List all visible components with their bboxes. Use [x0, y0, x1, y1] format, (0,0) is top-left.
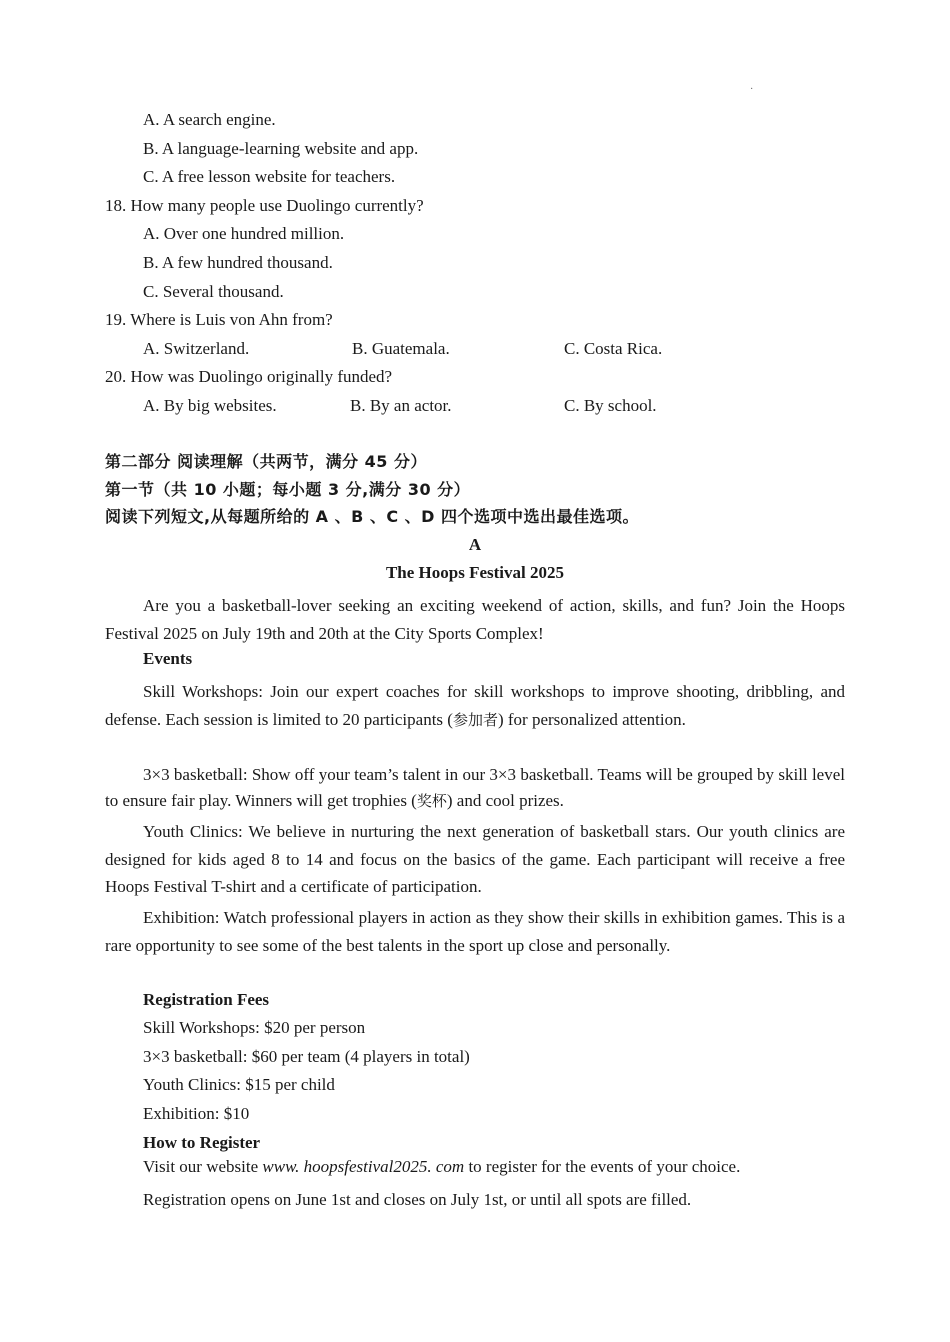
q17-option-c: C. A free lesson website for teachers.: [143, 167, 396, 186]
passage-label: A: [468, 535, 482, 554]
fee-three-by-three: 3×3 basketball: $60 per team (4 players in total): [143, 1047, 470, 1066]
event-skill-workshops: [105, 678, 845, 734]
register-dates: Registration opens on June 1st and closes on July 1st, or until all spots are filled.: [143, 1190, 692, 1209]
q20-option-b: B. By an actor.: [350, 396, 452, 415]
visit-text-1: Visit our website: [143, 1157, 263, 1176]
passage-title: The Hoops Festival 2025: [385, 563, 565, 582]
q20-option-a: A. By big websites.: [143, 396, 277, 415]
fees-heading: Registration Fees: [143, 990, 270, 1009]
q20-stem: 20. How was Duolingo originally funded?: [105, 367, 393, 386]
skill-workshops-text-1: Skill Workshops: Join our expert coaches for skill workshops to improve shooting, dribbling, and defense. Each session is limited to 20 participants (: [105, 682, 845, 729]
q19-option-b: B. Guatemala.: [352, 339, 450, 358]
visit-text-2: to register for the events of your choice.: [464, 1157, 741, 1176]
events-heading: Events: [143, 649, 193, 668]
q19-option-a: A. Switzerland.: [143, 339, 250, 358]
q19-stem: 19. Where is Luis von Ahn from?: [105, 310, 333, 329]
q18-option-c: C. Several thousand.: [143, 282, 284, 301]
q17-option-b: B. A language-learning website and app.: [143, 139, 419, 158]
three-by-three-gloss: 奖杯: [416, 792, 447, 810]
passage-intro: Are you a basketball-lover seeking an exciting weekend of action, skills, and fun? Join the Hoops Festival 2025 on July 19th and 20th at the City Sports Complex!: [105, 596, 845, 643]
q20-option-c: C. By school.: [564, 396, 657, 415]
fee-youth-clinics: Youth Clinics: $15 per child: [143, 1075, 335, 1094]
event-three-by-three: [105, 762, 845, 814]
section-subsection-heading: 第一节（共 10 小题；每小题 3 分,满分 30 分）: [105, 480, 471, 499]
skill-workshops-gloss: 参加者: [452, 710, 498, 729]
q18-option-b: B. A few hundred thousand.: [143, 253, 333, 272]
event-exhibition: Exhibition: Watch professional players in action as they show their skills in exhibition games. This is a rare opportunity to see some of the best talents in the sport up close and personally.: [105, 908, 845, 955]
three-by-three-text-2: ) and cool prizes.: [446, 791, 564, 810]
q17-option-a: A. A search engine.: [143, 110, 276, 129]
q18-stem: 18. How many people use Duolingo currently?: [105, 196, 424, 215]
website-link[interactable]: www. hoopsfestival2025. com: [262, 1157, 465, 1176]
register-heading: How to Register: [143, 1133, 261, 1152]
q18-option-a: A. Over one hundred million.: [143, 224, 345, 243]
section-instruction: 阅读下列短文,从每题所给的 A 、B 、C 、D 四个选项中选出最佳选项。: [105, 507, 640, 526]
fee-skill-workshops: Skill Workshops: $20 per person: [143, 1018, 366, 1037]
skill-workshops-text-2: ) for personalized attention.: [497, 709, 686, 729]
three-by-three-text-1: 3×3 basketball: Show off your team’s talent in our 3×3 basketball. Teams will be grouped by skill level to ensure fair play. Winners will get trophies (: [105, 765, 845, 810]
corner-dot: ·: [750, 84, 754, 95]
event-youth-clinics: Youth Clinics: We believe in nurturing the next generation of basketball stars. Our youth clinics are designed for kids aged 8 to 14 and focus on the basics of the game. Each participant will receive a free Hoops Festival T-shirt and a certificate of participation.: [105, 822, 845, 896]
register-visit-line: [143, 1156, 740, 1178]
q19-option-c: C. Costa Rica.: [564, 339, 663, 358]
section-part-heading: 第二部分 阅读理解（共两节，满分 45 分）: [105, 452, 427, 471]
fee-exhibition: Exhibition: $10: [143, 1104, 250, 1123]
